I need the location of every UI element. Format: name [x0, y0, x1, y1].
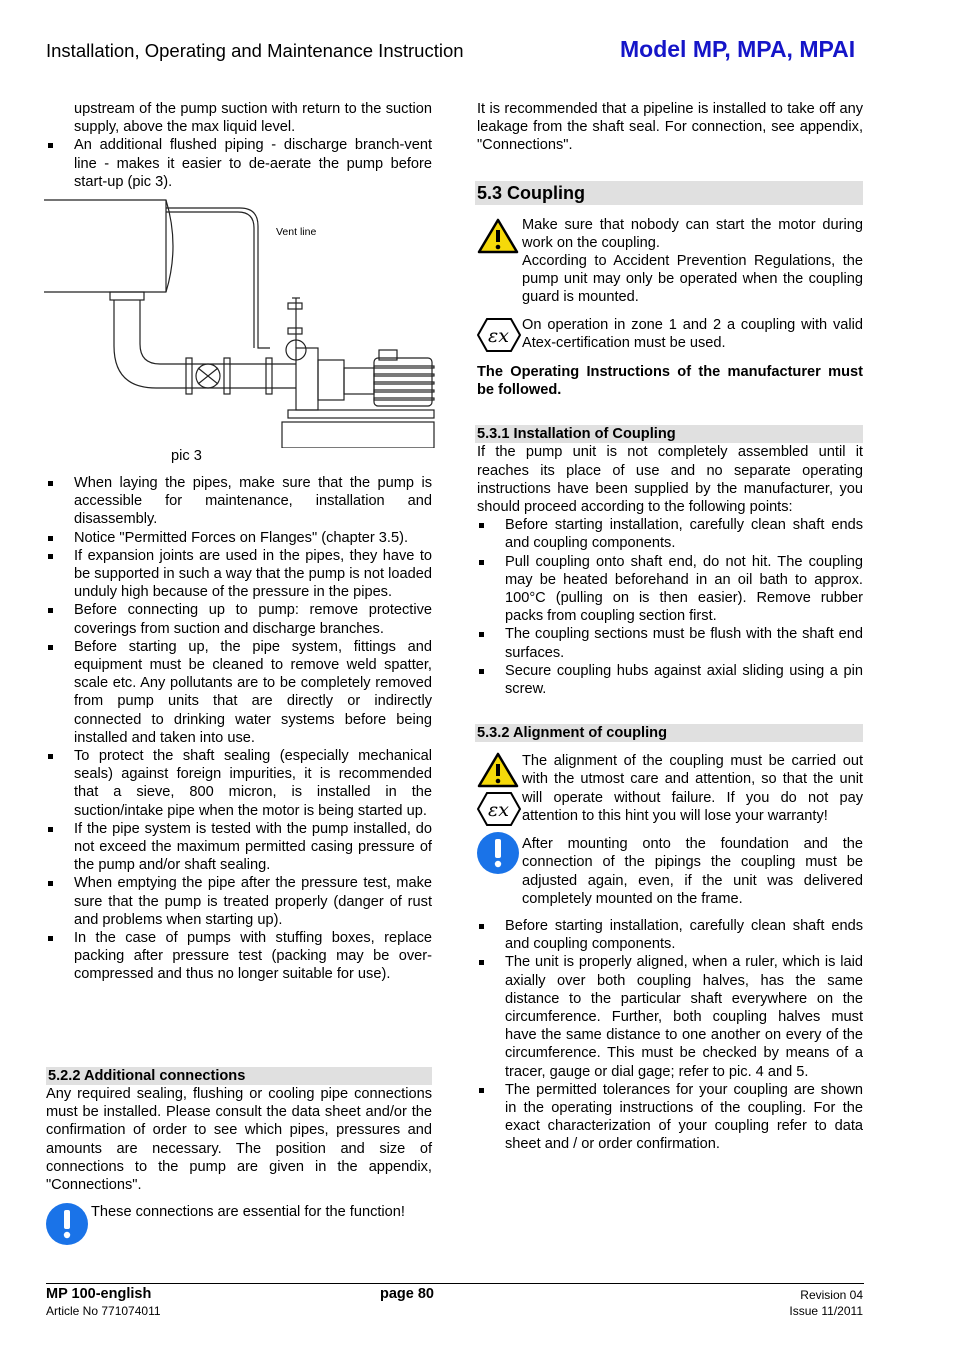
alignment-warning-row: [477, 752, 863, 825]
header-model: Model MP, MPA, MPAI: [620, 36, 856, 62]
warning-text-2: According to Accident Prevention Regulations, the pump unit may only be operated when the coupling guard is mounted.: [522, 253, 863, 306]
atex-row: [477, 316, 863, 352]
footer-issue: Issue 11/2011: [789, 1304, 863, 1318]
footer-page: page 80: [380, 1286, 434, 1302]
section-heading-5-3-1: 5.3.1 Installation of Coupling: [475, 425, 863, 443]
alignment-bullets: [477, 917, 863, 1154]
list-item: Pull coupling onto shaft end, do not hit. The coupling may be heated beforehand in an oil bath to approx. 100°C (pulling on is then easier). Remove rubber packs from coupling section first.: [477, 553, 863, 626]
list-item: If expansion joints are used in the pipes, they have to be supported in such a way that the pump is not loaded unduly high because of the pressure in the pipes.: [46, 547, 432, 602]
svg-text:εx: εx: [488, 324, 509, 347]
vent-line-label: Vent line: [276, 226, 317, 238]
left-bullets: [46, 474, 432, 984]
footer-divider: [46, 1283, 864, 1284]
pump-diagram: [44, 198, 436, 448]
atex-icon: [477, 318, 521, 352]
warning-text-1: Make sure that nobody can start the motor during work on the coupling.: [522, 216, 863, 251]
list-item: The permitted tolerances for your coupling are shown in the operating instructions of the coupling. For the exact characterization of your coupling refer to data sheet and / or order confirmation.: [477, 1081, 863, 1154]
alignment-note-text: After mounting onto the foundation and the connection of the pipings the coupling must be adjusted again, even, if the unit was delivered completely mounted on the frame.: [522, 836, 863, 907]
list-item: Before starting up, the pipe system, fittings and equipment must be cleaned to remove weld spatter, scale etc. Any pollutants are to be completely removed from pump units that are directly or indirectly connected to drinking water systems before being installed and taken into use.: [46, 638, 432, 747]
section-5-2-2: [46, 1067, 432, 1221]
bullet-vent-line: An additional flushed piping - discharge branch-vent line - makes it easier to de-aerate the pump before start-up (pic 3).: [46, 136, 432, 191]
list-item: When laying the pipes, make sure that the pump is accessible for maintenance, installation and disassembly.: [46, 474, 432, 529]
header-title: Installation, Operating and Maintenance Instruction: [46, 40, 464, 61]
list-item: Before starting installation, carefully clean shaft ends and coupling components.: [477, 516, 863, 552]
section-text: Any required sealing, flushing or cooling pipe connections must be installed. Please consult the data sheet and/or the confirmation of order to see which pipes, pressures and amounts are necessary. The position and size of connections to the pump are given in the appendix, "Connections".: [46, 1086, 432, 1194]
footer-revision: Revision 04: [800, 1288, 863, 1302]
left-top-text: [46, 100, 432, 191]
list-item: Before starting installation, carefully clean shaft ends and coupling components.: [477, 917, 863, 953]
intro-continuation: upstream of the pump suction with return to the suction supply, above the max liquid level.: [74, 101, 432, 136]
section-heading-5-3: 5.3 Coupling: [475, 181, 863, 205]
section-heading: 5.2.2 Additional connections: [46, 1067, 432, 1085]
figure-caption: pic 3: [171, 448, 202, 464]
section-531-text: If the pump unit is not completely assembled until it reaches its place of use and no separate operating instructions have been supplied by the manufacturer, you should proceed according to the following points:: [477, 444, 863, 516]
atex-text: On operation in zone 1 and 2 a coupling with valid Atex-certification must be used.: [522, 316, 863, 351]
list-item: Notice "Permitted Forces on Flanges" (chapter 3.5).: [46, 529, 432, 547]
list-item: When emptying the pipe after the pressure test, make sure that the pump is treated properly (danger of rust and problems when starting up).: [46, 874, 432, 929]
footer-doc: MP 100-english: [46, 1286, 152, 1302]
footer-article: Article No 771074011: [46, 1304, 161, 1318]
atex-icon: [477, 792, 521, 826]
alignment-note-row: [477, 835, 863, 908]
note-row: [46, 1203, 432, 1221]
list-item: The unit is properly aligned, when a ruler, which is laid axially over both coupling halves, has the same distance to the particular shaft everywhere on the circumference. Further, both coupling halves must have the same distance to one another on every of the circumference. This must be checked by means of a tracer, gauge or dial gage; refer to pic. 4 and 5.: [477, 953, 863, 1080]
list-item: The coupling sections must be flush with the shaft end surfaces.: [477, 625, 863, 661]
svg-text:εx: εx: [488, 799, 509, 822]
list-item: To protect the shaft sealing (especially mechanical seals) against foreign impurities, it is recommended that a sieve, 800 micron, is installed in the suction/intake pipe when the motor is being started up.: [46, 747, 432, 820]
list-item: If the pipe system is tested with the pump installed, do not exceed the maximum permitted casing pressure of the pump and/or shaft sealing.: [46, 820, 432, 875]
pump-figure: [44, 198, 436, 448]
alignment-warning-text: The alignment of the coupling must be carried out with the utmost care and attention, so that the unit will operate without failure. If you do not pay attention to this hint you will lose your warranty!: [522, 753, 863, 824]
exclamation-icon: [477, 832, 519, 874]
list-item: In the case of pumps with stuffing boxes, replace packing after pressure test (packing may be over-compressed and thus no longer suitable for use).: [46, 929, 432, 984]
warning-icon: [477, 218, 519, 254]
right-column: [477, 100, 863, 1154]
note-text: These connections are essential for the function!: [91, 1204, 405, 1221]
list-item: Before connecting up to pump: remove protective coverings from suction and discharge branches.: [46, 601, 432, 637]
list-item: Secure coupling hubs against axial sliding using a pin screw.: [477, 662, 863, 698]
warning-row: [477, 216, 863, 307]
bold-note: The Operating Instructions of the manufacturer must be followed.: [477, 364, 863, 399]
right-intro: It is recommended that a pipeline is installed to take off any leakage from the shaft seal. For connection, see appendix, "Connections".: [477, 101, 863, 154]
section-heading-5-3-2: 5.3.2 Alignment of coupling: [475, 724, 863, 742]
exclamation-icon: [46, 1203, 88, 1245]
warning-icon: [477, 752, 519, 788]
